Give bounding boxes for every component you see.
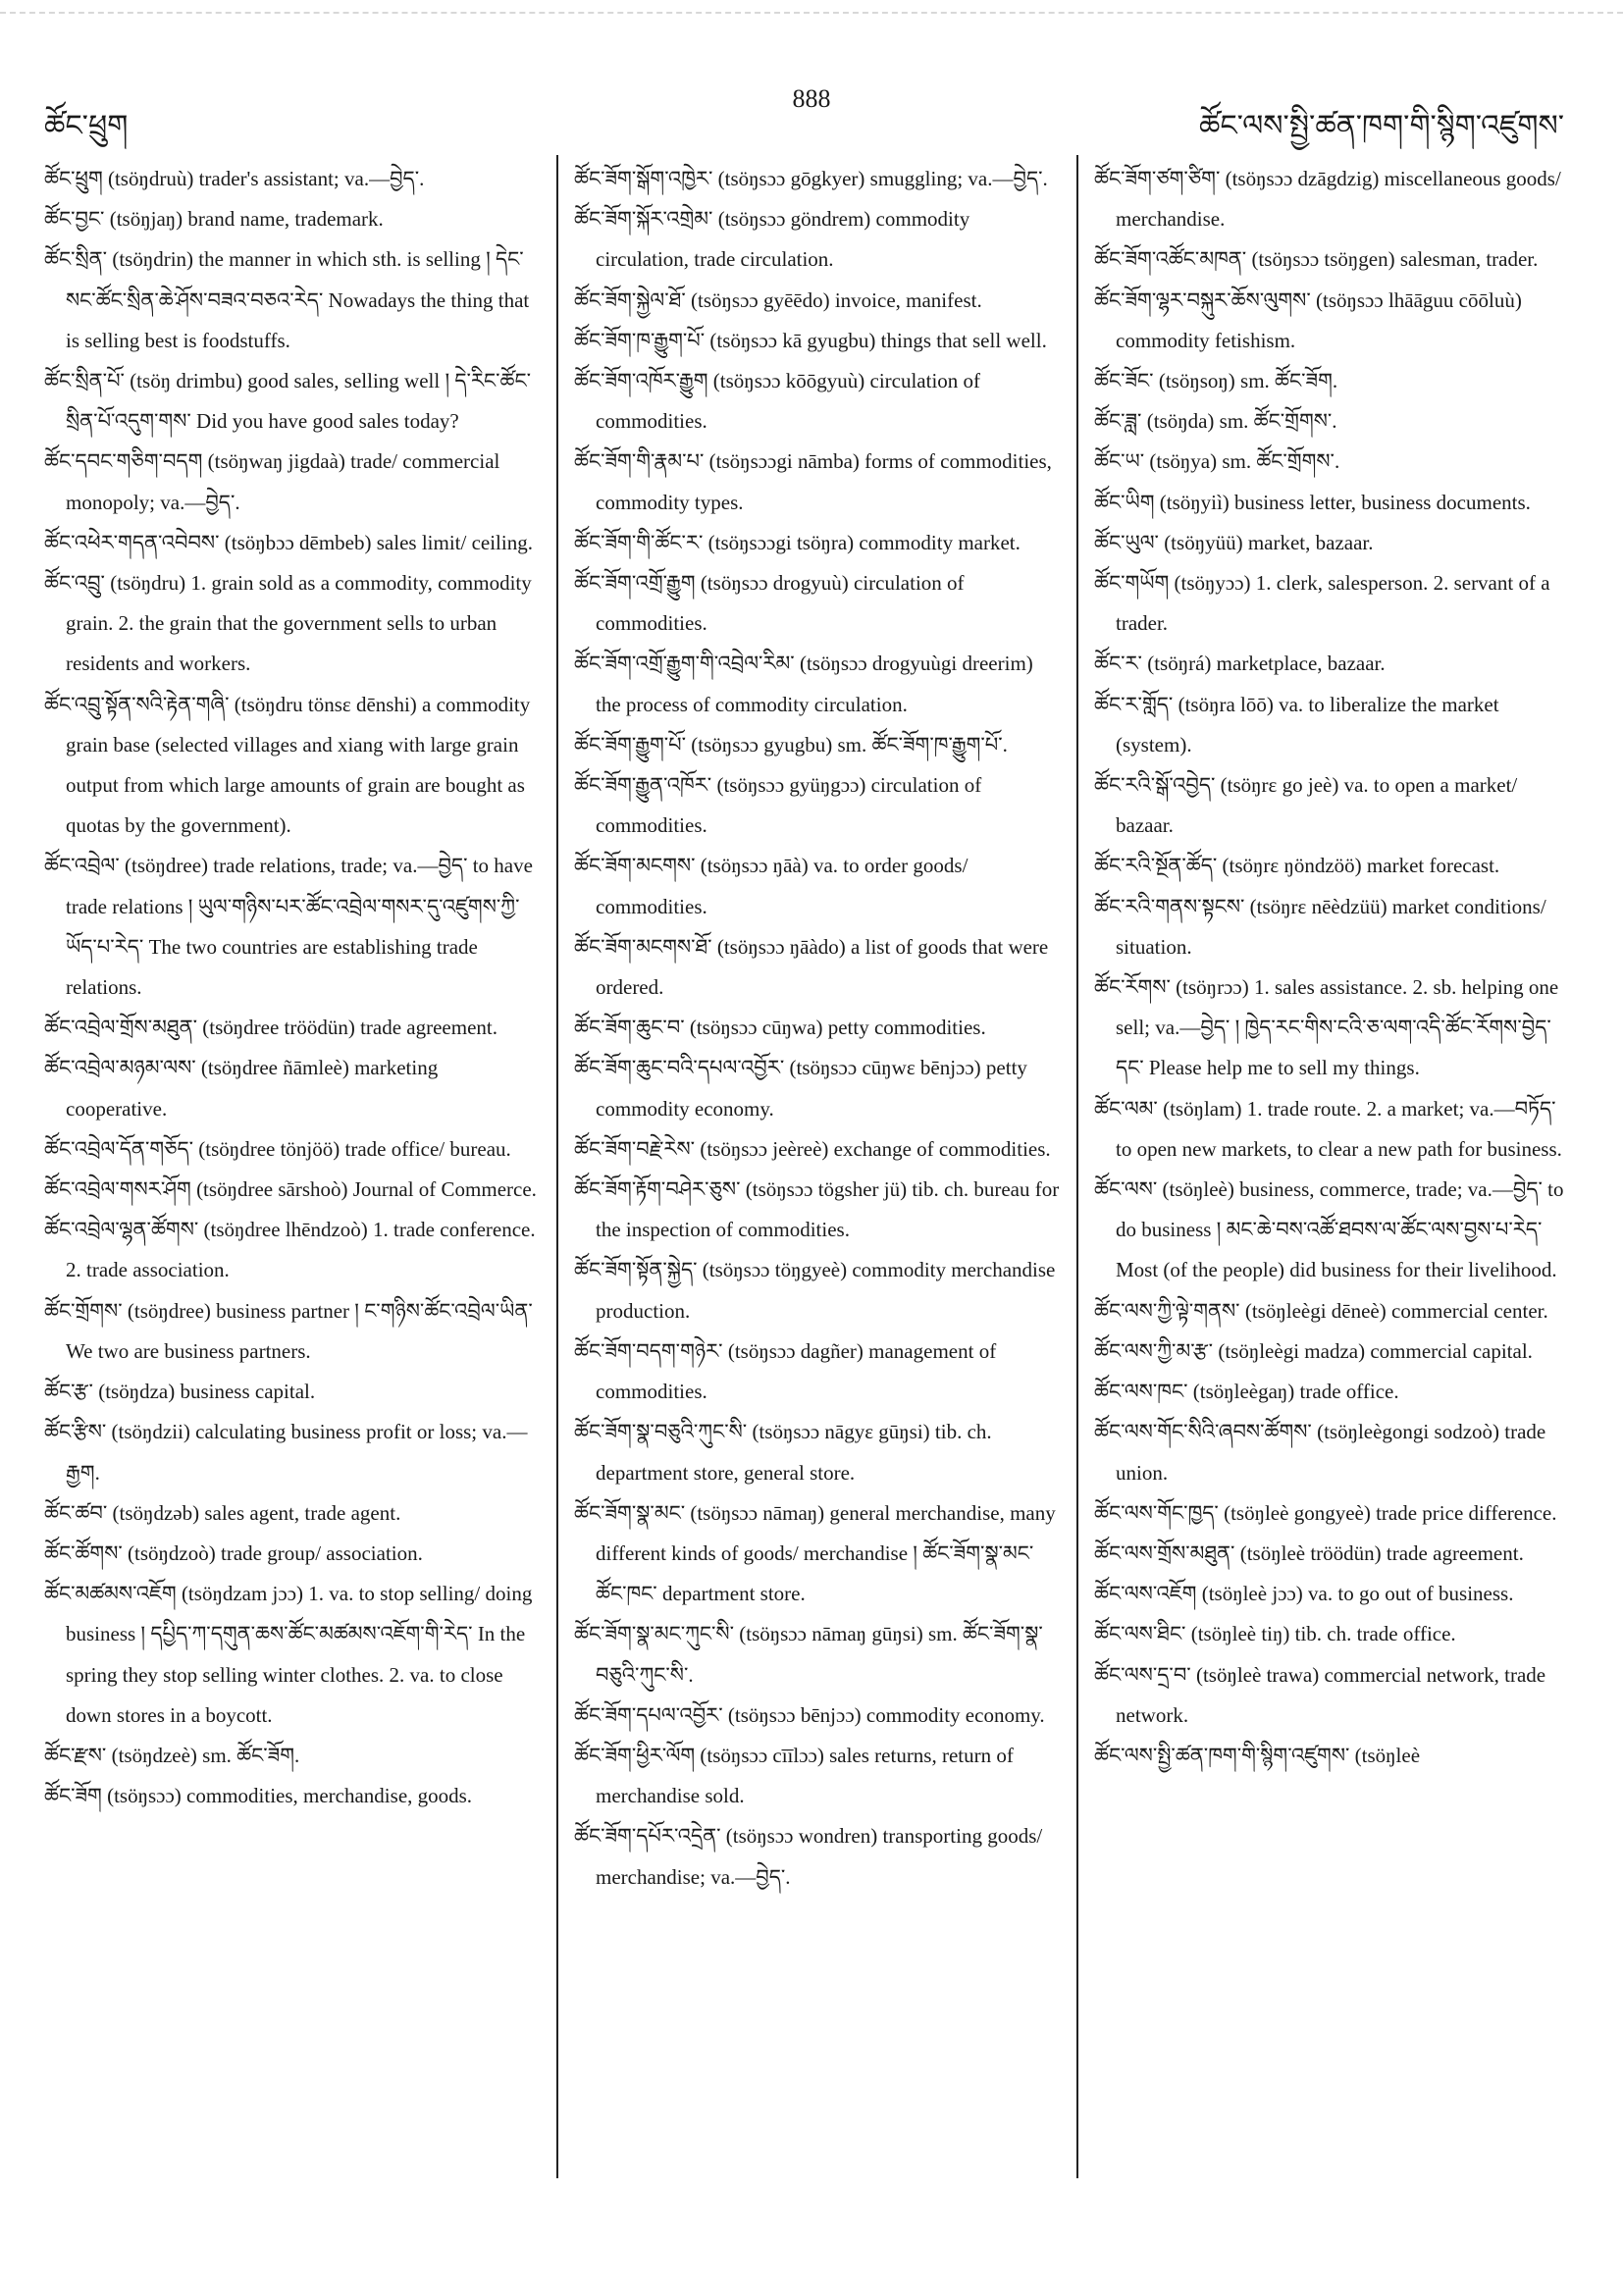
dictionary-entry: ཚོང་རྩ་ (tsöŋdza) business capital. (44, 1380, 316, 1404)
dictionary-entry: ཚོང་རྫས་ (tsöŋdzeè) sm. ཚོང་ཟོག. (44, 1743, 300, 1767)
dictionary-entry: ཚོང་འབྲེལ་ལྷན་ཚོགས་ (tsöŋdree lhēndzoò) 1. trade conference. 2. trade association. (44, 1218, 536, 1282)
dictionary-entry: ཚོང་གྲོགས་ (tsöŋdree) business partner ། ང་གཉིས་ཚོང་འབྲེལ་ཡིན་ We two are business partners. (44, 1298, 533, 1363)
dictionary-entry: ཚོང་ར་ (tsöŋrá) marketplace, bazaar. (1094, 652, 1386, 676)
dictionary-entry: ཚོང་ཟོག་ཕྱིར་ལོག (tsöŋsɔɔ cīīlɔɔ) sales returns, return of merchandise sold. (574, 1743, 1014, 1808)
dictionary-entry: ཚོང་ལས་ཐིང་ (tsöŋleè tiŋ) tib. ch. trade office. (1094, 1622, 1456, 1646)
dictionary-entry: ཚོང་ཟོག་སྐྱེལ་ཐོ་ (tsöŋsɔɔ gyēēdo) invoice, manifest. (574, 287, 982, 312)
dictionary-entry: ཚོང་ཟོག་དཔོར་འདྲེན་ (tsöŋsɔɔ wondren) transporting goods/ merchandise; va.—བྱེད་. (574, 1824, 1043, 1889)
dictionary-entry: ཚོང་ཟོག་རྟོག་བཤེར་ཅུས་ (tsöŋsɔɔ tögsher jü) tib. ch. bureau for the inspection of commodities. (574, 1177, 1060, 1242)
dictionary-entry: ཚོང་འབྲུ་སྟོན་སའི་རྟེན་གཞི་ (tsöŋdru tönsɛ dēnshi) a commodity grain base (selected villages and xiang with large grain output from which large amounts of grain are bought as quotas by the government). (44, 692, 531, 838)
dictionary-entry: ཚོང་ཟོག་དཔལ་འབྱོར་ (tsöŋsɔɔ bēnjɔɔ) commodity economy. (574, 1702, 1045, 1727)
dictionary-entry: ཚོང་ཟོག་འཚོང་མཁན་ (tsöŋsɔɔ tsöŋgen) salesman, trader. (1094, 247, 1539, 272)
dictionary-entry: ཚོང་ཟོག་འགྲོ་རྒྱུག་གི་འབྲེལ་རིམ་ (tsöŋsɔɔ drogyuùgi dreerim) the process of commodity circulation. (574, 652, 1033, 716)
dictionary-entry: ཚོང་ལས་གོང་སིའི་ཞབས་ཚོགས་ (tsöŋleègongi sodzoò) trade union. (1094, 1420, 1546, 1485)
dictionary-entry: ཚོང་ལས་དྲ་བ་ (tsöŋleè trawa) commercial network, trade network. (1094, 1662, 1546, 1727)
dictionary-entry: ཚོང་ཟོག་གི་རྣམ་པ་ (tsöŋsɔɔgi nāmba) forms of commodities, commodity types. (574, 449, 1052, 514)
dictionary-entry: ཚོང་ཡ་ (tsöŋya) sm. ཚོང་གྲོགས་. (1094, 449, 1340, 474)
column-divider (1076, 155, 1078, 2178)
dictionary-entry: ཚོང་གཡོག (tsöŋyɔɔ) 1. clerk, salesperson. 2. servant of a trader. (1094, 571, 1550, 636)
dictionary-entry: ཚོང་ཟོག་ཁ་རྒྱུག་པོ་ (tsöŋsɔɔ kā gyugbu) things that sell well. (574, 328, 1047, 352)
dictionary-entry: ཚོང་ཟོག་མངགས་ཐོ་ (tsöŋsɔɔ ŋāàdo) a list of goods that were ordered. (574, 934, 1049, 1000)
dictionary-entry: ཚོང་ལས་འཇོག (tsöŋleè jɔɔ) va. to go out of business. (1094, 1582, 1514, 1606)
dictionary-entry: ཚོང་ར་གློད་ (tsöŋra lōō) va. to liberalize the market (system). (1094, 692, 1499, 757)
dictionary-entry: ཚོང་ཟོག་སྣ་བཅུའི་ཀུང་སི་ (tsöŋsɔɔ nāgyɛ gūŋsi) tib. ch. department store, general store. (574, 1420, 992, 1485)
dictionary-entry: ཚོང་ཡིག (tsöŋyiì) business letter, business documents. (1094, 490, 1531, 514)
dictionary-entry: ཚོང་ཟོག་ཆུང་བའི་དཔལ་འབྱོར་ (tsöŋsɔɔ cūŋwɛ bēnjɔɔ) petty commodity economy. (574, 1056, 1027, 1121)
dictionary-entry: ཚོང་ཟོང་ (tsöŋsoŋ) sm. ཚོང་ཟོག. (1094, 369, 1338, 393)
dictionary-entry: ཚོང་ཟོག་ཙག་ཙིག་ (tsöŋsɔɔ dzāgdzig) miscellaneous goods/ merchandise. (1094, 167, 1561, 232)
dictionary-entry: ཚོང་སྲིན་པོ་ (tsöŋ drimbu) good sales, selling well ། དེ་རིང་ཚོང་སྲིན་པོ་འདུག་གས་ Did you have good sales today? (44, 369, 532, 434)
dictionary-entry: ཚོང་ལས་ཀྱི་མ་རྩ་ (tsöŋleègi madza) commercial capital. (1094, 1338, 1533, 1363)
dictionary-entry: ཚོང་འབྲེལ་ (tsöŋdree) trade relations, trade; va.—བྱེད་ to have trade relations ། ཡུལ་གཉིས་པར་ཚོང་འབྲེལ་གསར་དུ་འཛུགས་ཀྱི་ཡོད་པ་རེད་ The two countries are establishing trade relations. (44, 854, 533, 1000)
dictionary-entry: ཚོང་ལས་ (tsöŋleè) business, commerce, trade; va.—བྱེད་ to do business ། མང་ཆེ་བས་འཚོ་ཐབས་ལ་ཚོང་ལས་བྱས་པ་རེད་ Most (of the people) did business for their livelihood. (1094, 1177, 1564, 1282)
dictionary-entry: ཚོང་ལས་གྲོས་མཐུན་ (tsöŋleè tröödün) trade agreement. (1094, 1540, 1524, 1565)
dictionary-entry: ཚོང་ཟོག (tsöŋsɔɔ) commodities, merchandise, goods. (44, 1784, 473, 1808)
dictionary-entry: ཚོང་ཟོག་ལྷར་བསྐུར་ཆོས་ལུགས་ (tsöŋsɔɔ lhāāguu cōōluù) commodity fetishism. (1094, 287, 1522, 352)
dictionary-entry: ཚོང་ཟོག་གི་ཚོང་ར་ (tsöŋsɔɔgi tsöŋra) commodity market. (574, 530, 1021, 554)
dictionary-entry: ཚོང་ཟོག་འགྲོ་རྒྱུག (tsöŋsɔɔ drogyuù) circulation of commodities. (574, 571, 965, 636)
dictionary-entry: ཚོང་འབྲེལ་གསར་ཤོག (tsöŋdree sārshoò) Journal of Commerce. (44, 1177, 537, 1202)
dictionary-entry: ཚོང་རོགས་ (tsöŋrɔɔ) 1. sales assistance. 2. sb. helping one sell; va.—བྱེད་ ། ཁྱེད་རང་གིས་ངའི་ཅ་ལག་འདི་ཚོང་རོགས་བྱེད་དང་ Please help me to sell my things. (1094, 975, 1559, 1080)
dictionary-entry: ཚོང་ཟོག་སྒོག་འཁྱེར་ (tsöŋsɔɔ gōgkyer) smuggling; va.—བྱེད་. (574, 167, 1048, 190)
running-head-right: ཚོང་ལས་སྤྱི་ཚན་ཁག་གི་སྙིག་འཛུགས་ (1199, 110, 1564, 142)
dictionary-entry: ཚོང་བྱང་ (tsöŋjaŋ) brand name, trademark. (44, 207, 384, 232)
column-divider (556, 155, 558, 2178)
running-head-left: ཚོང་ཕྲུག (44, 110, 129, 142)
dictionary-entry: ཚོང་ཟོག་བརྗེ་རེས་ (tsöŋsɔɔ jeèreè) exchange of commodities. (574, 1136, 1051, 1161)
dictionary-entry: ཚོང་ལས་ཀྱི་ལྟེ་གནས་ (tsöŋleègi dēneè) commercial center. (1094, 1298, 1548, 1323)
column-1 (44, 159, 540, 1816)
dictionary-entry: ཚོང་ལས་སྤྱི་ཚན་ཁག་གི་སྙིག་འཛུགས་ (tsöŋleè (1094, 1743, 1421, 1767)
dictionary-entry: ཚོང་རྩིས་ (tsöŋdzii) calculating business profit or loss; va.—རྒྱག. (44, 1420, 528, 1485)
dictionary-entry: ཚོང་ལམ་ (tsöŋlam) 1. trade route. 2. a market; va.—བཏོད་ to open new markets, to clear a new path for business. (1094, 1096, 1562, 1161)
dictionary-entry: ཚོང་ཟོག་སྟོན་སྐྱེད་ (tsöŋsɔɔ töŋgyeè) commodity merchandise production. (574, 1258, 1056, 1323)
dictionary-entry: ཚོང་མཚམས་འཇོག (tsöŋdzam jɔɔ) 1. va. to stop selling/ doing business ། དཔྱིད་ཀ་དགུན་ཆས་ཚོང་མཚམས་འཇོག་གི་རེད་ In the spring they stop selling winter clothes. 2. va. to close down stores in a boycott. (44, 1582, 533, 1727)
dictionary-entry: ཚོང་ཟོག་རྒྱུག་པོ་ (tsöŋsɔɔ gyugbu) sm. ཚོང་ཟོག་ཁ་རྒྱུག་པོ་. (574, 732, 1008, 757)
dictionary-entry: ཚོང་རའི་སྔོན་ཚོད་ (tsöŋrɛ ŋöndzöö) market forecast. (1094, 854, 1500, 878)
dictionary-entry: ཚོང་ཚོགས་ (tsöŋdzoò) trade group/ association. (44, 1540, 423, 1565)
column-3 (1094, 159, 1575, 1776)
dictionary-entry: ཚོང་འབྲེལ་དོན་གཅོད་ (tsöŋdree tönjöö) trade office/ bureau. (44, 1136, 511, 1161)
dictionary-entry: ཚོང་འབྲེལ་གྲོས་མཐུན་ (tsöŋdree tröödün) trade agreement. (44, 1016, 497, 1040)
dictionary-entry: ཚོང་འབྲེལ་མཉམ་ལས་ (tsöŋdree ñāmleè) marketing cooperative. (44, 1056, 439, 1121)
dictionary-entry: ཚོང་ལས་གོང་ཁྱད་ (tsöŋleè gongyeè) trade price difference. (1094, 1500, 1557, 1525)
dictionary-entry: ཚོང་ཟོག་བདག་གཉེར་ (tsöŋsɔɔ dagñer) management of commodities. (574, 1338, 997, 1404)
dictionary-entry: ཚོང་རའི་གནས་སྟངས་ (tsöŋrɛ nēèdzüü) market conditions/ situation. (1094, 894, 1546, 959)
dictionary-entry: ཚོང་ཕྲུག (tsöŋdruù) trader's assistant; va.—བྱེད་. (44, 167, 425, 190)
page-number: 888 (792, 84, 831, 113)
dictionary-entry: ཚོང་ཟོག་འཁོར་རྒྱུག (tsöŋsɔɔ kōōgyuù) circulation of commodities. (574, 369, 981, 434)
dictionary-entry: ཚོང་ཡུལ་ (tsöŋyüü) market, bazaar. (1094, 530, 1374, 554)
dictionary-entry: ཚོང་འཕེར་གདན་འབེབས་ (tsöŋbɔɔ dēmbeb) sales limit/ ceiling. (44, 530, 533, 554)
dictionary-entry: ཚོང་ཚབ་ (tsöŋdzəb) sales agent, trade agent. (44, 1500, 401, 1525)
dictionary-entry: ཚོང་ཟོག་མངགས་ (tsöŋsɔɔ ŋāà) va. to order goods/ commodities. (574, 854, 969, 918)
scan-edge (0, 12, 1623, 14)
dictionary-entry: ཚོང་ཟོག་ཆུང་བ་ (tsöŋsɔɔ cūŋwa) petty commodities. (574, 1016, 986, 1040)
dictionary-entry: ཚོང་ཟོག་སྐོར་འགྲེམ་ (tsöŋsɔɔ göndrem) commodity circulation, trade circulation. (574, 207, 970, 272)
column-2 (574, 159, 1060, 1898)
dictionary-entry: ཚོང་དབང་གཅིག་བདག (tsöŋwaŋ jigdaà) trade/ commercial monopoly; va.—བྱེད་. (44, 449, 500, 514)
dictionary-entry: ཚོང་ལས་ཁང་ (tsöŋleègaŋ) trade office. (1094, 1380, 1399, 1404)
dictionary-entry: ཚོང་འབྲུ་ (tsöŋdru) 1. grain sold as a commodity, commodity grain. 2. the grain that the government sells to urban residents and workers. (44, 571, 532, 676)
dictionary-entry: ཚོང་ཟོག་སྣ་མང་ (tsöŋsɔɔ nāmaŋ) general merchandise, many different kinds of goods/ merchandise ། ཚོང་ཟོག་སྣ་མང་ཚོང་ཁང་ department store. (574, 1500, 1056, 1606)
dictionary-entry: ཚོང་ཟླ་ (tsöŋda) sm. ཚོང་གྲོགས་. (1094, 409, 1337, 434)
dictionary-entry: ཚོང་རའི་སྒོ་འབྱེད་ (tsöŋrɛ go jeè) va. to open a market/ bazaar. (1094, 773, 1518, 838)
dictionary-entry: ཚོང་སྲིན་ (tsöŋdrin) the manner in which sth. is selling ། དེང་སང་ཚོང་སྲིན་ཆེ་ཤོས་བཟའ་བཅའ་རེད་ Nowadays the thing that is selling best is foodstuffs. (44, 247, 530, 352)
dictionary-entry: ཚོང་ཟོག་སྣ་མང་ཀུང་སི་ (tsöŋsɔɔ nāmaŋ gūŋsi) sm. ཚོང་ཟོག་སྣ་བཅུའི་ཀུང་སི་. (574, 1622, 1043, 1687)
dictionary-entry: ཚོང་ཟོག་རྒྱུན་འཁོར་ (tsöŋsɔɔ gyüŋgɔɔ) circulation of commodities. (574, 773, 982, 838)
